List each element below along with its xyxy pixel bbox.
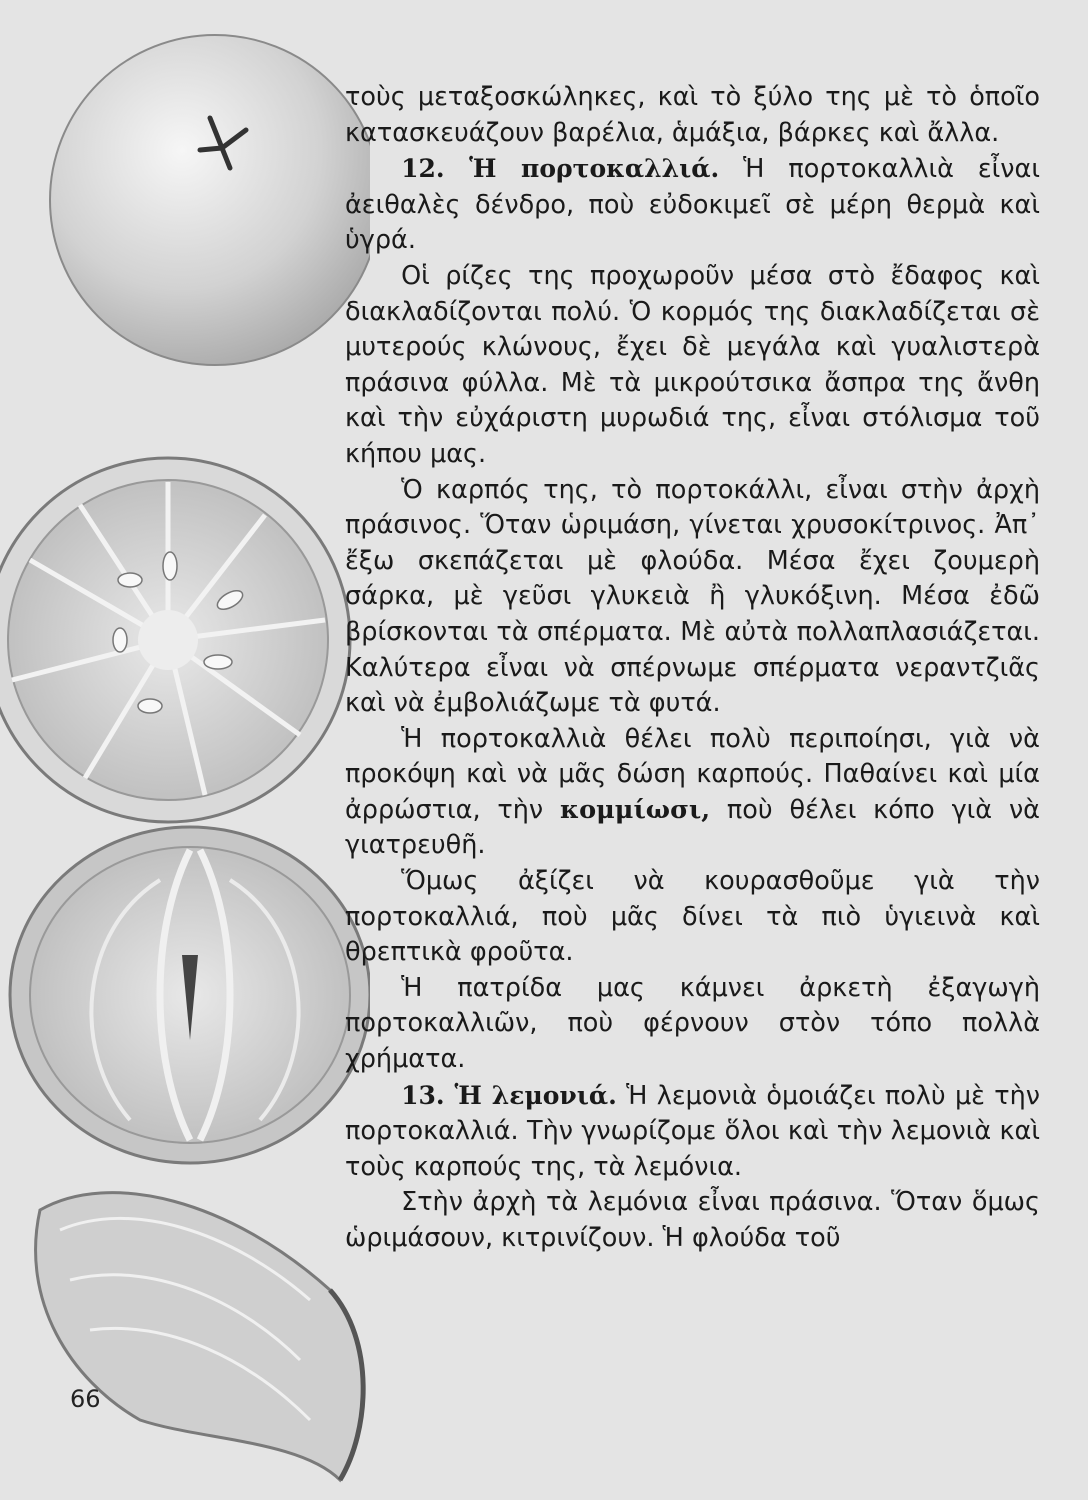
- section-13-intro: Ἡ λεμονιὰ ὁμοιάζει πολὺ μὲ τὴν πορτοκαλλιά. Τὴν γνωρίζομε ὅλοι καὶ τὴν λεμονιὰ καὶ τοὺς καρπούς της, τὰ λεμόνια.: [345, 1080, 1041, 1182]
- worth-paragraph: Ὅμως ἀξίζει νὰ κουρασθοῦμε γιὰ τὴν πορτοκαλλιά, ποὺ μᾶς δίνει τὰ πιὸ ὑγιεινὰ καὶ θρεπτικὰ φροῦτα.: [345, 866, 1040, 968]
- whole-orange-illustration: [50, 35, 370, 365]
- roots-paragraph: Οἱ ρίζες της προχωροῦν μέσα στὸ ἔδαφος καὶ διακλαδίζονται πολύ. Ὁ κορμός της διακλαδίζεται σὲ μυτερούς κλώνους, ἔχει δὲ μεγάλα καὶ γυαλιστερὰ πράσινα φύλλα. Μὲ τὰ μικρούτσικα ἄσπρα της ἄνθη καὶ τὴν εὐχάριστη μυρωδιά της, εἶναι στόλισμα τοῦ κήπου μας.: [345, 260, 1040, 469]
- care-text-before: Ἡ πορτοκαλλιὰ θέλει πολὺ περιποίησι, γιὰ νὰ προκόψη καὶ νὰ μᾶς δώση καρπούς. Παθαίνει καὶ μία ἀρρώστια, τὴν: [345, 723, 1040, 825]
- export-paragraph: Ἡ πατρίδα μας κάμνει ἀρκετὴ ἐξαγωγὴ πορτοκαλλιῶν, ποὺ φέρνουν στὸν τόπο πολλὰ χρήματα.: [345, 972, 1040, 1075]
- section-12-intro: Ἡ πορτοκαλλιὰ εἶναι ἀειθαλὲς δένδρο, ποὺ εὐδοκιμεῖ σὲ μέρη θερμὰ καὶ ὑγρά.: [345, 154, 1040, 256]
- care-paragraph: [345, 722, 1040, 864]
- section-12-paragraph: [345, 151, 1040, 259]
- fruit-paragraph: Ὁ καρπός της, τὸ πορτοκάλλι, εἶναι στὴν ἀρχὴ πράσινος. Ὅταν ὡριμάση, γίνεται χρυσοκίτρινος. Ἀπ᾿ ἔξω σκεπάζεται μὲ φλούδα. Μέσα ἔχει ζουμερὴ σάρκα, μὲ γεῦσι γλυκειὰ ἢ γλυκόξινη. Μέσα ἐδῶ βρίσκονται τὰ σπέρματα. Μὲ αὐτὰ πολλαπλασιάζεται. Καλύτερα εἶναι νὰ σπέρνωμε σπέρματα νεραντζιᾶς καὶ νὰ ἐμβολιάζωμε τὰ φυτά.: [345, 474, 1040, 719]
- cross-section-illustration: [0, 458, 350, 822]
- paragraph-continuation: τοὺς μεταξοσκώληκες, καὶ τὸ ξύλο της μὲ τὸ ὁποῖο κατασκευάζουν βαρέλια, ἁμάξια, βάρκες καὶ ἄλλα.: [345, 82, 1040, 148]
- section-12-heading: 12. Ἡ πορτοκαλλιά.: [401, 154, 720, 184]
- orange-illustrations: [0, 0, 370, 1500]
- text-column: [345, 80, 1040, 1257]
- care-text-after: ποὺ θέλει κόπο γιὰ νὰ γιατρευθῆ.: [345, 794, 1040, 861]
- section-13-heading: 13. Ἡ λεμονιά.: [401, 1080, 617, 1110]
- section-13-paragraph: [345, 1078, 1040, 1186]
- disease-term: κομμίωσι,: [560, 794, 711, 825]
- page-number: 66: [70, 1385, 101, 1413]
- longitudinal-section-illustration: [10, 827, 370, 1163]
- lemon-paragraph: Στὴν ἀρχὴ τὰ λεμόνια εἶναι πράσινα. Ὅταν ὅμως ὡριμάσουν, κιτρινίζουν. Ἡ φλούδα τοῦ: [345, 1187, 1040, 1253]
- orange-segment-illustration: [36, 1193, 364, 1480]
